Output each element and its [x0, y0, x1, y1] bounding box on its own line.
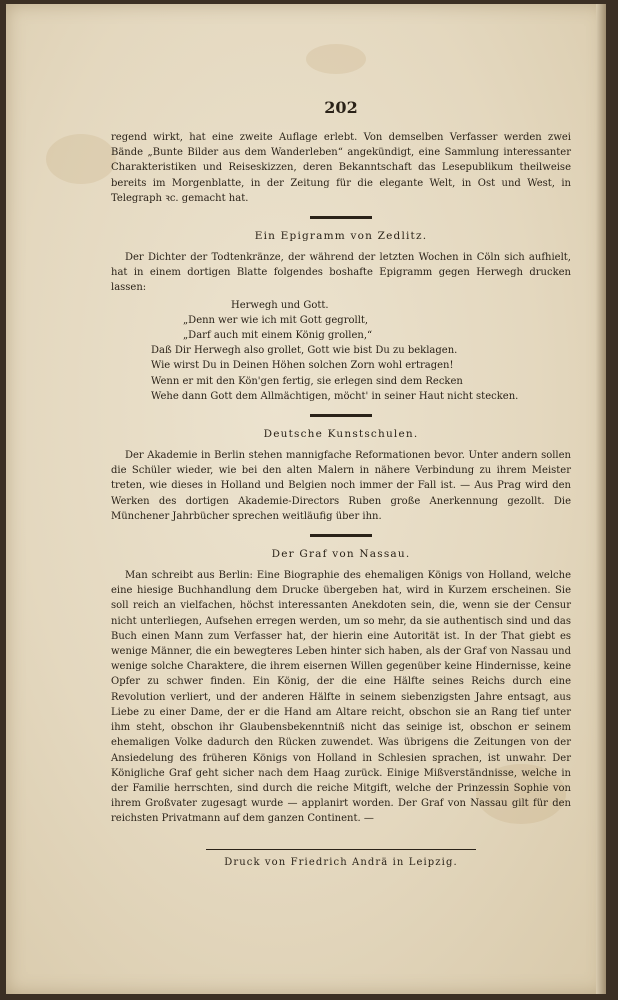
page-spine-edge [596, 4, 606, 994]
poem-line: Wenn er mit den Kön'gen fertig, sie erlegen sind dem Recken [151, 375, 463, 387]
imprint-rule [206, 849, 476, 850]
section-heading-kunstschulen: Deutsche Kunstschulen. [263, 428, 419, 441]
paper-stain [46, 134, 116, 184]
section-heading-epigram: Ein Epigramm von Zedlitz. [254, 230, 428, 243]
section-divider [310, 534, 372, 537]
poem-line: Daß Dir Herwegh also grollet, Gott wie bist Du zu beklagen. [151, 345, 458, 357]
page-number: 202 [324, 98, 358, 117]
printer-imprint: Druck von Friedrich Andrä in Leipzig. [224, 856, 458, 868]
poem-title: Herwegh und Gott. [231, 299, 329, 311]
poem-line: Wehe dann Gott dem Allmächtigen, möcht' in seiner Haut nicht stecken. [151, 390, 519, 402]
section-divider [310, 216, 372, 219]
poem-line: „Darf auch mit einem König grollen,“ [183, 330, 373, 342]
paper-stain [306, 44, 366, 74]
page-content [111, 98, 571, 870]
poem-line: Wie wirst Du in Deinen Höhen solchen Zorn wohl ertragen! [151, 360, 454, 372]
poem-line: „Denn wer wie ich mit Gott gegrollt, [183, 314, 369, 326]
section-divider [310, 414, 372, 417]
epigram-poem [111, 298, 571, 404]
nassau-paragraph: Man schreibt aus Berlin: Eine Biographie des ehemaligen Königs von Holland, welche eine hiesige Buchhandlung dem Drucke übergeben hat, wird in Kurzem erscheinen. Sie soll reich an vielfachen, höchst interessanten Anekdoten sein, die, wenn sie der Censur nicht unterliegen, Aufsehen erregen werden, um so mehr, da sie authentisch sind und das Buch einen Mann zum Verfasser hat, der hierin eine Autorität ist. In der That giebt es wenige Männer, die ein bewegteres Leben hinter sich haben, als der Graf von Nassau und wenige solche Charaktere, die ihrem eisernen Willen gegenüber keine Hindernisse, keine Opfer zu schwer finden. Ein König, der die eine Hälfte seines Reichs durch eine Revolution verliert, und der anderen Hälfte in seinem siebenzigsten Jahre entsagt, aus Liebe zu einer Dame, der er die Hand am Altare reicht, obschon sie an Rang tief unter ihm steht, obschon ihr Glaubensbekenntniß nicht das seinige ist, obschon er seinem ehemaligen Volke dadurch den Rücken zuwendet. Was übrigens die Zeitungen von der Ansiedelung des früheren Königs von Holland in Schlesien sprachen, ist unwahr. Der Königliche Graf geht sicher nach dem Haag zurück. Einige Mißverständnisse, welche in der Familie herrschten, sind durch die reiche Mitgift, welche der Prinzessin Sophie von ihrem Großvater zugesagt wurde — applanirt worden. Der Graf von Nassau gilt für den reichsten Privatmann auf dem ganzen Continent. — [111, 570, 571, 825]
section-heading-nassau: Der Graf von Nassau. [271, 548, 411, 561]
epigram-intro-paragraph: Der Dichter der Todtenkränze, der während der letzten Wochen in Cöln sich aufhielt, hat in einem dortigen Blatte folgendes boshafte Epigramm gegen Herwegh drucken lassen: [111, 252, 571, 294]
kunstschulen-paragraph: Der Akademie in Berlin stehen mannigfache Reformationen bevor. Unter andern sollen die Schüler wieder, wie bei den alten Malern in nähere Verbindung zu ihrem Meister treten, wie dieses in Holland und Belgien noch immer der Fall ist. — Aus Prag wird den Werken des dortigen Akademie-Directors Ruben große Anerkennung gezollt. Die Münchener Jahrbücher sprechen weitläufig über ihn. [111, 450, 571, 522]
continued-paragraph: regend wirkt, hat eine zweite Auflage erlebt. Von demselben Verfasser werden zwei Bände „Bunte Bilder aus dem Wanderleben“ angekündigt, eine Sammlung interessanter Charakteristiken und Reiseskizzen, deren Bekanntschaft das Lesepublikum theilweise bereits im Morgenblatte, in der Zeitung für die elegante Welt, in Ost und West, in Telegraph ꝛc. gemacht hat. [111, 132, 571, 204]
